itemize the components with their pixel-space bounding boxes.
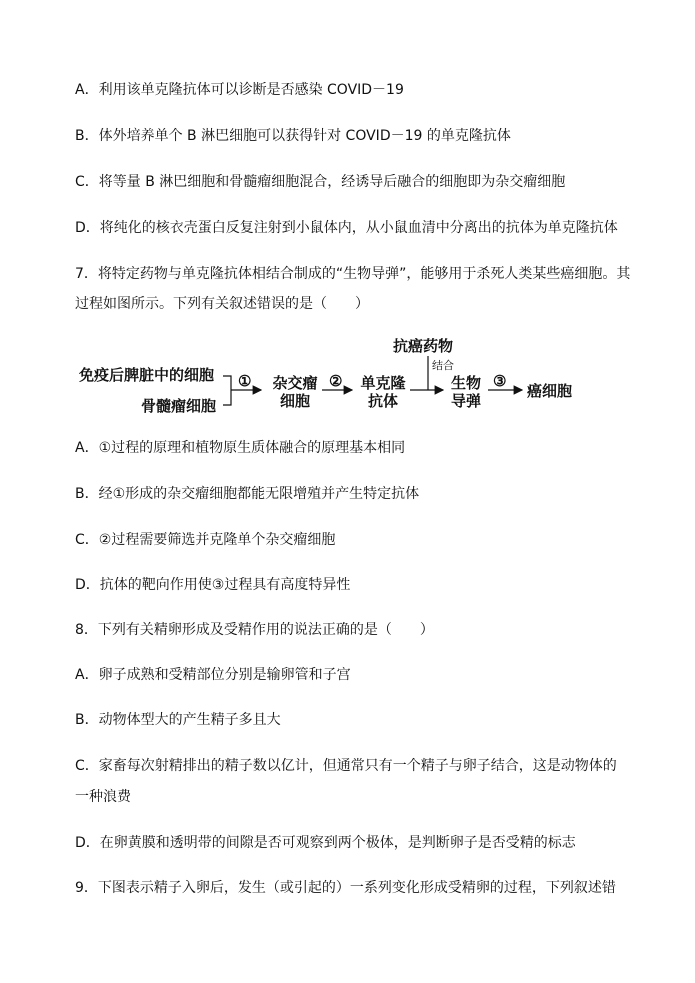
option-8a: A．卵子成熟和受精部位分别是输卵管和子宫 (75, 667, 351, 683)
step-3-label: ③ (493, 372, 507, 390)
hybridoma-label-1: 杂交瘤 (272, 374, 318, 392)
option-6c: C．将等量 B 淋巴细胞和骨髓瘤细胞混合，经诱导后融合的细胞即为杂交瘤细胞 (75, 174, 566, 190)
step-2-label: ② (329, 372, 343, 390)
antibody-label-2: 抗体 (367, 392, 398, 410)
option-6a: A．利用该单克隆抗体可以诊断是否感染 COVID－19 (75, 82, 404, 98)
antibody-node (355, 374, 411, 410)
biomissile-node (443, 374, 489, 410)
process-diagram (75, 334, 615, 424)
hybridoma-label-2: 细胞 (279, 392, 310, 410)
antibody-label-1: 单克隆 (360, 374, 406, 392)
option-8b: B．动物体型大的产生精子多且大 (75, 712, 281, 728)
hybridoma-node (267, 374, 323, 410)
option-8d: D．在卵黄膜和透明带的间隙是否可观察到两个极体，是判断卵子是否受精的标志 (75, 835, 576, 851)
option-6d: D．将纯化的核衣壳蛋白反复注射到小鼠体内，从小鼠血清中分离出的抗体为单克隆抗体 (75, 220, 618, 236)
step-1-label: ① (238, 372, 252, 390)
drug-label: 抗癌药物 (393, 337, 454, 355)
cancer-cell-node: 癌细胞 (527, 382, 573, 400)
combine-label: 结合 (432, 359, 454, 372)
source-spleen-cells: 免疫后脾脏中的细胞 (79, 366, 215, 384)
option-7a: A．①过程的原理和植物原生质体融合的原理基本相同 (75, 440, 406, 456)
question-8-stem: 8．下列有关精卵形成及受精作用的说法正确的是（ ） (75, 622, 434, 638)
question-7-stem-cont: 过程如图所示。下列有关叙述错误的是（ ） (75, 296, 369, 312)
biomissile-label-1: 生物 (450, 374, 481, 392)
option-7b: B．经①形成的杂交瘤细胞都能无限增殖并产生特定抗体 (75, 486, 420, 502)
option-8c: C．家畜每次射精排出的精子数以亿计，但通常只有一个精子与卵子结合，这是动物体的 (75, 758, 617, 774)
option-6b: B．体外培养单个 B 淋巴细胞可以获得针对 COVID－19 的单克隆抗体 (75, 128, 511, 144)
option-7c: C．②过程需要筛选并克隆单个杂交瘤细胞 (75, 532, 336, 548)
option-8c-cont: 一种浪费 (75, 789, 131, 805)
source-myeloma-cells: 骨髓瘤细胞 (141, 397, 217, 415)
option-7d: D．抗体的靶向作用使③过程具有高度特异性 (75, 577, 351, 593)
question-7-stem: 7．将特定药物与单克隆抗体相结合制成的“生物导弹”，能够用于杀死人类某些癌细胞。其 (75, 266, 631, 282)
question-9-stem: 9．下图表示精子入卵后，发生（或引起的）一系列变化形成受精卵的过程，下列叙述错 (75, 880, 616, 896)
biomissile-label-2: 导弹 (450, 392, 481, 410)
